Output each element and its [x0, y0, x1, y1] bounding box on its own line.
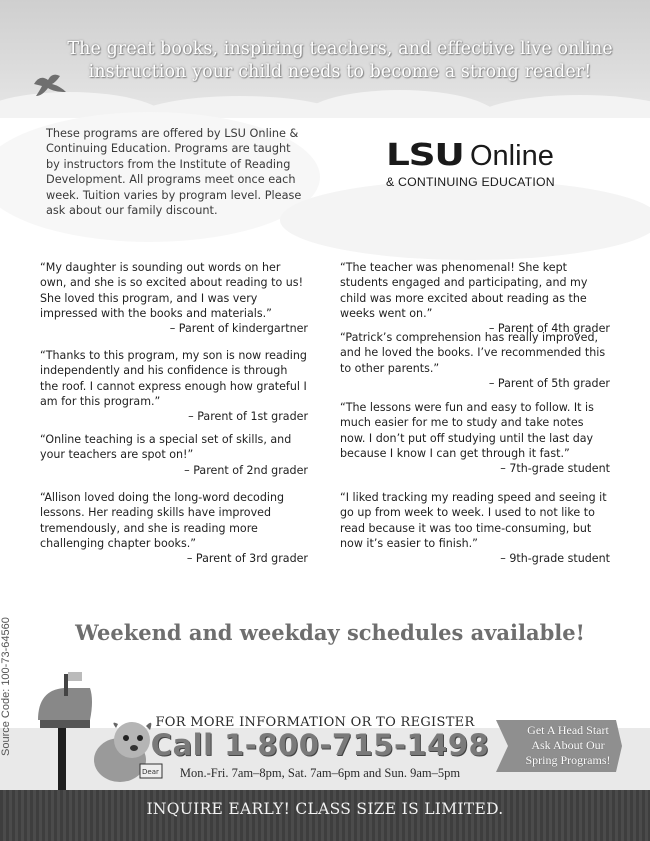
headline-line-2: instruction your child needs to become a strong reader!: [88, 62, 592, 82]
testimonial-attribution: – Parent of 3rd grader: [186, 552, 308, 566]
headline-line-1: The great books, inspiring teachers, and effective live online: [67, 39, 613, 59]
testimonial-quote: “Patrick’s comprehension has really improved, and he loved the books. I’ve recommended this to other parents.”: [340, 331, 606, 375]
testimonial: [340, 490, 610, 566]
testimonial-attribution: – Parent of 5th grader: [488, 376, 610, 390]
office-hours: Mon.-Fri. 7am–8pm, Sat. 7am–6pm and Sun. 9am–5pm: [179, 766, 461, 780]
promo-text: [516, 723, 620, 768]
testimonial: [40, 432, 308, 478]
testimonial-attribution: – Parent of kindergartner: [169, 322, 308, 336]
source-code-label: Source Code: 100-73-64560: [0, 617, 12, 757]
testimonial: [340, 260, 610, 336]
footer-text: INQUIRE EARLY! CLASS SIZE IS LIMITED.: [146, 800, 504, 818]
testimonial-quote: “I liked tracking my reading speed and seeing it go up from week to week. I used to not like to read because it was too time-consuming, but now it’s easier to finish.”: [340, 491, 607, 550]
mailbox-letter-label: Dear: [142, 768, 159, 776]
bird-icon: [30, 70, 70, 100]
testimonial-quote: “Thanks to this program, my son is now reading independently and his confidence is through the roof. I cannot express enough how grateful I am for this program.”: [40, 349, 307, 408]
testimonial-attribution: – 9th-grade student: [500, 552, 610, 566]
logo-online: Online: [470, 140, 554, 172]
headline: [40, 38, 640, 84]
info-heading: FOR MORE INFORMATION OR TO REGISTER: [155, 715, 475, 730]
promo-line-1: Get A Head Start: [527, 723, 609, 737]
logo-subtitle: & CONTINUING EDUCATION: [386, 175, 555, 189]
testimonial-quote: “Allison loved doing the long-word decoding lessons. Her reading skills have improved tremendously, and she is reading more challenging chapter books.”: [40, 491, 285, 550]
promo-line-3: Spring Programs!: [525, 753, 611, 767]
testimonial-quote: “The lessons were fun and easy to follow. It is much easier for me to study and take notes now. I don’t put off studying until the last day because I know I can get through it fast.”: [340, 401, 594, 460]
testimonial: [40, 260, 308, 336]
testimonial: [40, 490, 308, 566]
testimonial-quote: “Online teaching is a special set of skills, and your teachers are spot on!”: [40, 433, 292, 462]
testimonial: [340, 400, 610, 476]
lsu-online-logo: [386, 138, 566, 189]
testimonial-attribution: – Parent of 4th grader: [488, 322, 610, 336]
phone-number[interactable]: Call 1-800-715-1498: [150, 728, 490, 762]
testimonial: [340, 330, 610, 391]
logo-lsu: LSU: [386, 138, 464, 173]
intro-text: These programs are offered by LSU Online & Continuing Education. Programs are taught by instructors from the Institute of Reading Development. All programs meet once each week. Tuition varies by program level. Please ask about our family discount.: [46, 127, 302, 218]
schedules-heading: Weekend and weekday schedules available!: [75, 620, 585, 645]
testimonial-attribution: – 7th-grade student: [500, 462, 610, 476]
promo-line-2: Ask About Our: [531, 738, 605, 752]
testimonial-quote: “The teacher was phenomenal! She kept students engaged and participating, and my child was more excited about reading as the weeks went on.”: [340, 261, 588, 320]
testimonial-quote: “My daughter is sounding out words on her own, and she is so excited about reading to us! She loved this program, and I was very impressed with the books and materials.”: [40, 261, 304, 320]
cloud-shape: [280, 180, 650, 260]
testimonial-attribution: – Parent of 1st grader: [188, 410, 308, 424]
spring-programs-badge: [496, 718, 622, 774]
testimonial-attribution: – Parent of 2nd grader: [184, 463, 308, 477]
testimonial: [40, 348, 308, 424]
